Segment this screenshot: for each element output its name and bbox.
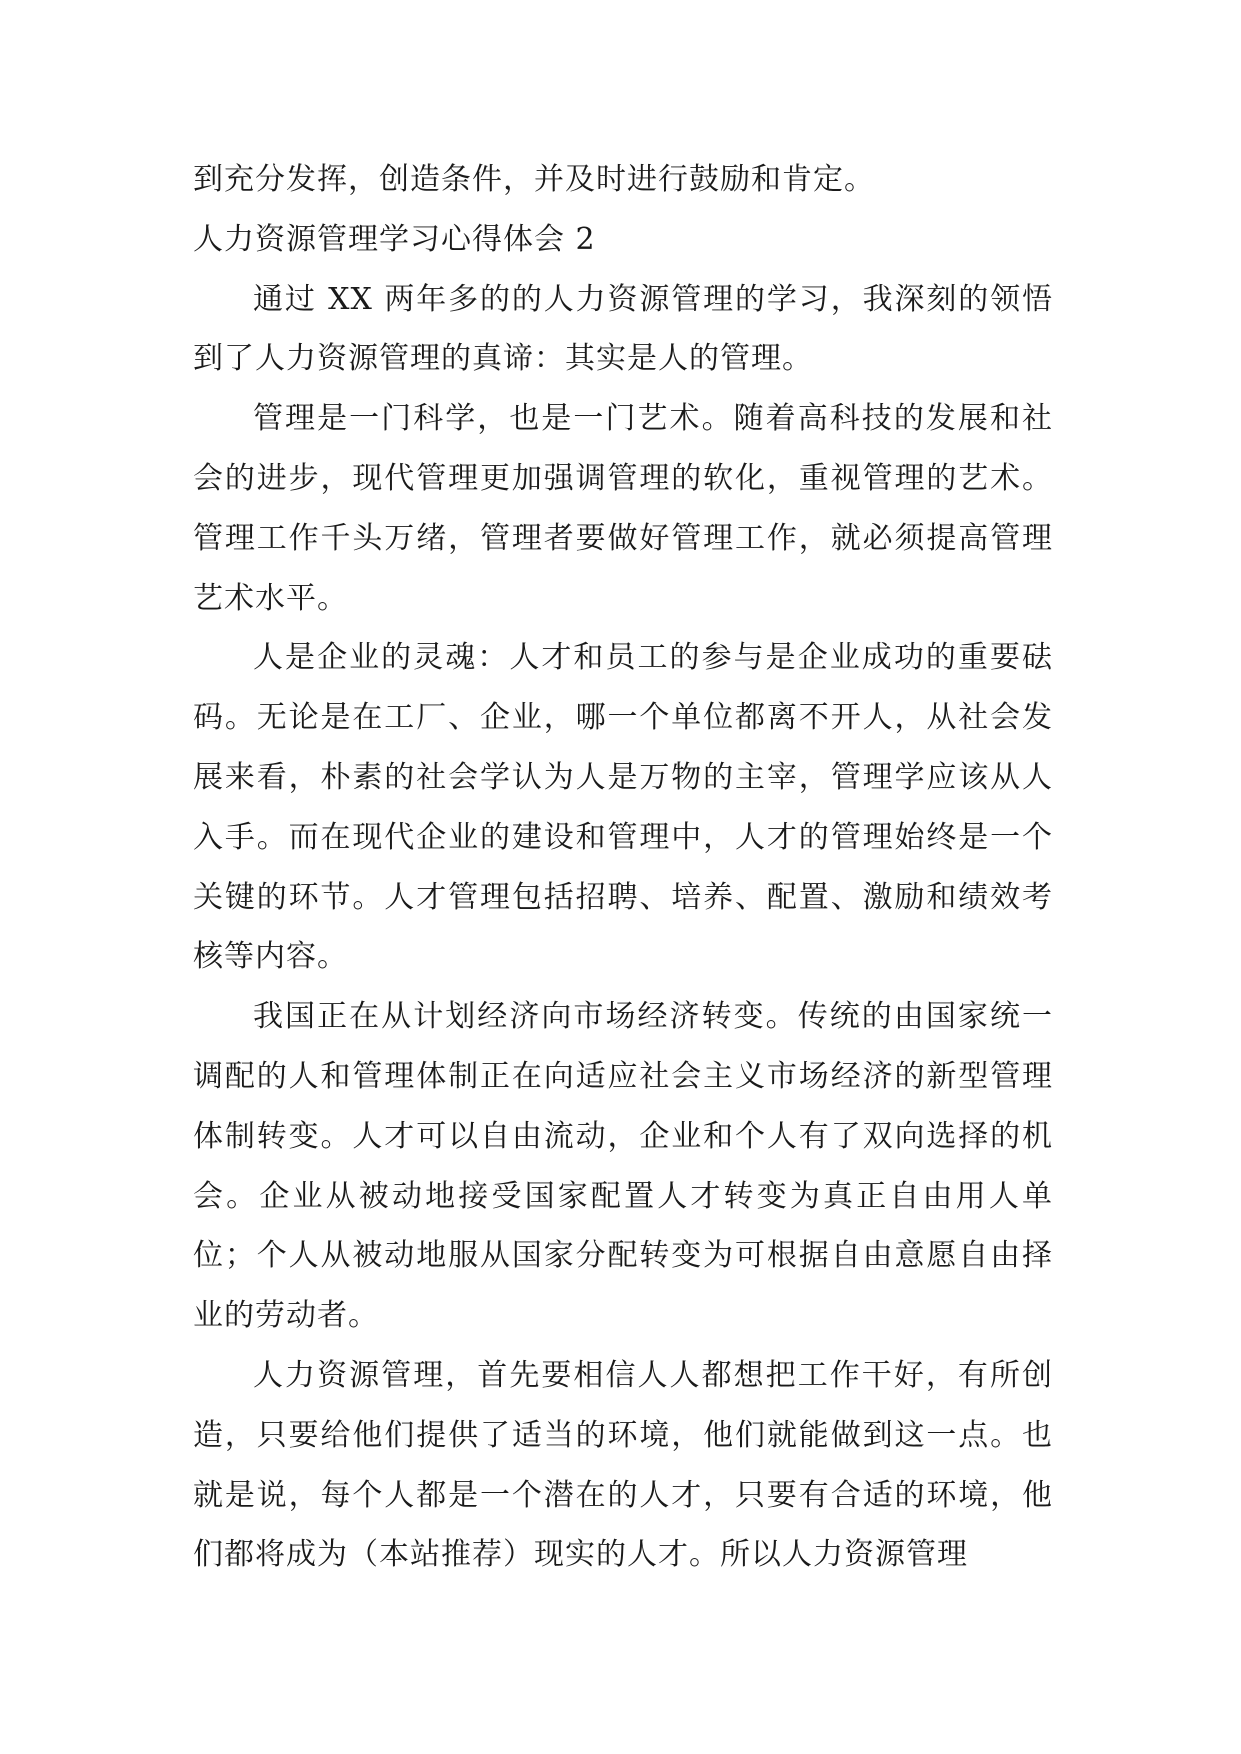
paragraph-4: 我国正在从计划经济向市场经济转变。传统的由国家统一调配的人和管理体制正在向适应社会主义市场经济的新型管理体制转变。人才可以自由流动，企业和个人有了双向选择的机会。企业从被动地接受国家配置人才转变为真正自由用人单位；个人从被动地服从国家分配转变为可根据自由意愿自由择业的劳动者。 <box>193 999 1053 1334</box>
document-body <box>193 150 1053 1585</box>
paragraph-1: 通过 XX 两年多的的人力资源管理的学习，我深刻的领悟到了人力资源管理的真谛：其实是人的管理。 <box>193 281 1053 377</box>
paragraph-2: 管理是一门科学，也是一门艺术。随着高科技的发展和社会的进步，现代管理更加强调管理的软化，重视管理的艺术。管理工作千头万绪，管理者要做好管理工作，就必须提高管理艺术水平。 <box>193 401 1053 616</box>
paragraph-3: 人是企业的灵魂：人才和员工的参与是企业成功的重要砝码。无论是在工厂、企业，哪一个单位都离不开人，从社会发展来看，朴素的社会学认为人是万物的主宰，管理学应该从人入手。而在现代企业的建设和管理中，人才的管理始终是一个关键的环节。人才管理包括招聘、培养、配置、激励和绩效考核等内容。 <box>193 640 1053 975</box>
paragraph-5: 人力资源管理，首先要相信人人都想把工作干好，有所创造，只要给他们提供了适当的环境，他们就能做到这一点。也就是说，每个人都是一个潜在的人才，只要有合适的环境，他们都将成为（本站推荐）现实的人才。所以人力资源管理 <box>193 1357 1053 1573</box>
section-heading: 人力资源管理学习心得体会 2 <box>193 221 596 257</box>
continued-line: 到充分发挥，创造条件，并及时进行鼓励和肯定。 <box>193 162 875 197</box>
